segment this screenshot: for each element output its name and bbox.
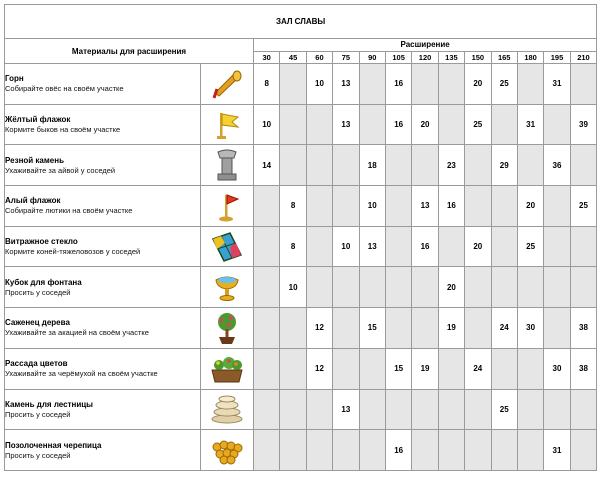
quantity-cell: 13 <box>333 389 359 430</box>
quantity-cell <box>254 348 280 389</box>
quantity-cell <box>359 267 385 308</box>
quantity-cell: 23 <box>438 145 464 186</box>
quantity-cell <box>438 226 464 267</box>
quantity-cell <box>385 145 411 186</box>
flower-seedlings-icon <box>201 348 254 389</box>
quantity-cell <box>333 145 359 186</box>
material-name: Алый флажок <box>5 196 61 206</box>
quantity-cell <box>333 186 359 227</box>
material-name: Рассада цветов <box>5 359 68 369</box>
quantity-cell <box>306 430 332 471</box>
quantity-cell <box>438 348 464 389</box>
quantity-cell <box>412 64 438 105</box>
expansion-column-header: 165 <box>491 51 517 64</box>
quantity-cell <box>570 267 597 308</box>
expansion-column-header: 135 <box>438 51 464 64</box>
quantity-cell: 20 <box>438 267 464 308</box>
quantity-cell <box>254 226 280 267</box>
quantity-cell: 25 <box>491 389 517 430</box>
quantity-cell: 25 <box>465 104 491 145</box>
quantity-cell <box>544 104 570 145</box>
quantity-cell: 16 <box>438 186 464 227</box>
quantity-cell <box>254 267 280 308</box>
quantity-cell <box>517 64 543 105</box>
quantity-cell <box>491 430 517 471</box>
quantity-cell: 36 <box>544 145 570 186</box>
quantity-cell <box>385 186 411 227</box>
quantity-cell <box>412 389 438 430</box>
quantity-cell <box>517 348 543 389</box>
quantity-cell: 18 <box>359 145 385 186</box>
quantity-cell: 20 <box>517 186 543 227</box>
expansion-header: Расширение <box>254 39 597 52</box>
quantity-cell: 25 <box>570 186 597 227</box>
expansion-column-header: 180 <box>517 51 543 64</box>
quantity-cell <box>491 186 517 227</box>
quantity-cell <box>333 430 359 471</box>
material-hint: Ухаживайте за черёмухой на своём участке <box>5 369 158 379</box>
quantity-cell <box>412 267 438 308</box>
material-hint: Просить у соседей <box>5 287 71 297</box>
horn-icon <box>201 64 254 105</box>
quantity-cell <box>465 308 491 349</box>
material-description <box>5 348 201 389</box>
quantity-cell <box>280 308 306 349</box>
quantity-cell <box>517 389 543 430</box>
quantity-cell <box>544 389 570 430</box>
quantity-cell: 15 <box>359 308 385 349</box>
quantity-cell <box>544 308 570 349</box>
quantity-cell: 16 <box>385 64 411 105</box>
quantity-cell <box>438 104 464 145</box>
quantity-cell <box>438 389 464 430</box>
quantity-cell <box>254 308 280 349</box>
material-name: Камень для лестницы <box>5 399 94 409</box>
table-row <box>5 186 597 227</box>
quantity-cell: 38 <box>570 348 597 389</box>
material-description <box>5 308 201 349</box>
table-row <box>5 226 597 267</box>
materials-header: Материалы для расширения <box>5 39 254 64</box>
quantity-cell <box>306 267 332 308</box>
quantity-cell: 15 <box>385 348 411 389</box>
quantity-cell <box>280 104 306 145</box>
quantity-cell <box>306 186 332 227</box>
quantity-cell <box>438 64 464 105</box>
quantity-cell: 12 <box>306 308 332 349</box>
expansion-column-header: 150 <box>465 51 491 64</box>
quantity-cell: 31 <box>544 64 570 105</box>
quantity-cell <box>254 186 280 227</box>
quantity-cell: 38 <box>570 308 597 349</box>
material-name: Резной камень <box>5 155 64 165</box>
quantity-cell: 30 <box>517 308 543 349</box>
quantity-cell <box>333 267 359 308</box>
quantity-cell <box>280 145 306 186</box>
quantity-cell <box>570 145 597 186</box>
quantity-cell: 31 <box>517 104 543 145</box>
quantity-cell <box>385 226 411 267</box>
quantity-cell <box>385 389 411 430</box>
material-hint: Ухаживайте за акацией на своём участке <box>5 328 149 338</box>
material-description <box>5 389 201 430</box>
quantity-cell <box>570 226 597 267</box>
quantity-cell <box>544 186 570 227</box>
quantity-cell <box>254 430 280 471</box>
table-row <box>5 430 597 471</box>
carved-stone-icon <box>201 145 254 186</box>
material-hint: Собирайте лютики на своём участке <box>5 206 133 216</box>
quantity-cell: 20 <box>465 226 491 267</box>
material-name: Кубок для фонтана <box>5 277 82 287</box>
quantity-cell <box>491 226 517 267</box>
material-description <box>5 226 201 267</box>
quantity-cell: 25 <box>517 226 543 267</box>
quantity-cell <box>385 267 411 308</box>
quantity-cell <box>438 430 464 471</box>
quantity-cell: 25 <box>491 64 517 105</box>
quantity-cell <box>517 145 543 186</box>
quantity-cell: 12 <box>306 348 332 389</box>
expansion-column-header: 45 <box>280 51 306 64</box>
quantity-cell: 30 <box>544 348 570 389</box>
quantity-cell <box>517 430 543 471</box>
quantity-cell: 10 <box>359 186 385 227</box>
quantity-cell <box>359 389 385 430</box>
quantity-cell: 20 <box>412 104 438 145</box>
material-hint: Ухаживайте за айвой у соседей <box>5 165 116 175</box>
material-name: Позолоченная черепица <box>5 440 102 450</box>
quantity-cell: 13 <box>359 226 385 267</box>
quantity-cell <box>333 308 359 349</box>
quantity-cell <box>412 145 438 186</box>
quantity-cell: 16 <box>412 226 438 267</box>
quantity-cell: 19 <box>412 348 438 389</box>
stained-glass-icon <box>201 226 254 267</box>
hall-of-fame-table <box>4 4 597 471</box>
quantity-cell: 10 <box>306 64 332 105</box>
material-description <box>5 64 201 105</box>
tree-sapling-icon <box>201 308 254 349</box>
quantity-cell: 39 <box>570 104 597 145</box>
quantity-cell <box>306 226 332 267</box>
quantity-cell: 10 <box>280 267 306 308</box>
material-description <box>5 267 201 308</box>
quantity-cell: 8 <box>280 226 306 267</box>
quantity-cell <box>359 348 385 389</box>
quantity-cell: 10 <box>254 104 280 145</box>
material-hint: Кормите коней-тяжеловозов у соседей <box>5 247 141 257</box>
quantity-cell: 13 <box>333 104 359 145</box>
material-name: Жёлтый флажок <box>5 115 71 125</box>
quantity-cell <box>491 348 517 389</box>
quantity-cell: 24 <box>491 308 517 349</box>
quantity-cell: 8 <box>280 186 306 227</box>
quantity-cell <box>306 389 332 430</box>
table-row <box>5 145 597 186</box>
quantity-cell: 10 <box>333 226 359 267</box>
expansion-column-header: 90 <box>359 51 385 64</box>
gilded-tiles-icon <box>201 430 254 471</box>
quantity-cell <box>570 389 597 430</box>
quantity-cell <box>333 348 359 389</box>
expansion-column-header: 60 <box>306 51 332 64</box>
yellow-flag-icon <box>201 104 254 145</box>
quantity-cell <box>570 64 597 105</box>
quantity-cell <box>465 430 491 471</box>
table-row <box>5 348 597 389</box>
quantity-cell <box>491 267 517 308</box>
table-title: ЗАЛ СЛАВЫ <box>5 5 597 39</box>
quantity-cell <box>254 389 280 430</box>
quantity-cell <box>544 226 570 267</box>
material-description <box>5 430 201 471</box>
table-row <box>5 104 597 145</box>
quantity-cell: 20 <box>465 64 491 105</box>
material-name: Саженец дерева <box>5 318 70 328</box>
quantity-cell <box>359 64 385 105</box>
material-description <box>5 104 201 145</box>
quantity-cell <box>465 145 491 186</box>
quantity-cell <box>359 430 385 471</box>
quantity-cell <box>306 145 332 186</box>
red-flag-icon <box>201 186 254 227</box>
material-description <box>5 145 201 186</box>
material-name: Горн <box>5 74 24 84</box>
material-hint: Собирайте овёс на своём участке <box>5 84 124 94</box>
quantity-cell: 24 <box>465 348 491 389</box>
quantity-cell <box>280 348 306 389</box>
quantity-cell <box>412 308 438 349</box>
quantity-cell: 29 <box>491 145 517 186</box>
stair-stone-icon <box>201 389 254 430</box>
expansion-column-header: 210 <box>570 51 597 64</box>
quantity-cell <box>517 267 543 308</box>
material-hint: Просить у соседей <box>5 409 71 419</box>
quantity-cell <box>491 104 517 145</box>
quantity-cell: 31 <box>544 430 570 471</box>
quantity-cell <box>385 308 411 349</box>
expansion-column-header: 75 <box>333 51 359 64</box>
expansion-column-header: 105 <box>385 51 411 64</box>
quantity-cell <box>359 104 385 145</box>
quantity-cell <box>465 267 491 308</box>
table-row <box>5 64 597 105</box>
quantity-cell <box>280 64 306 105</box>
table-row <box>5 267 597 308</box>
quantity-cell: 8 <box>254 64 280 105</box>
expansion-column-header: 30 <box>254 51 280 64</box>
material-name: Витражное стекло <box>5 237 78 247</box>
quantity-cell <box>412 430 438 471</box>
expansion-column-header: 120 <box>412 51 438 64</box>
expansion-column-header: 195 <box>544 51 570 64</box>
material-hint: Просить у соседей <box>5 450 71 460</box>
material-description <box>5 186 201 227</box>
quantity-cell: 16 <box>385 104 411 145</box>
quantity-cell: 16 <box>385 430 411 471</box>
table-row <box>5 389 597 430</box>
quantity-cell <box>544 267 570 308</box>
fountain-cup-icon <box>201 267 254 308</box>
quantity-cell <box>465 186 491 227</box>
quantity-cell <box>306 104 332 145</box>
quantity-cell: 14 <box>254 145 280 186</box>
quantity-cell <box>280 430 306 471</box>
quantity-cell <box>465 389 491 430</box>
quantity-cell: 13 <box>412 186 438 227</box>
quantity-cell: 19 <box>438 308 464 349</box>
table-row <box>5 308 597 349</box>
quantity-cell: 13 <box>333 64 359 105</box>
material-hint: Кормите быков на своём участке <box>5 125 121 135</box>
quantity-cell <box>280 389 306 430</box>
quantity-cell <box>570 430 597 471</box>
